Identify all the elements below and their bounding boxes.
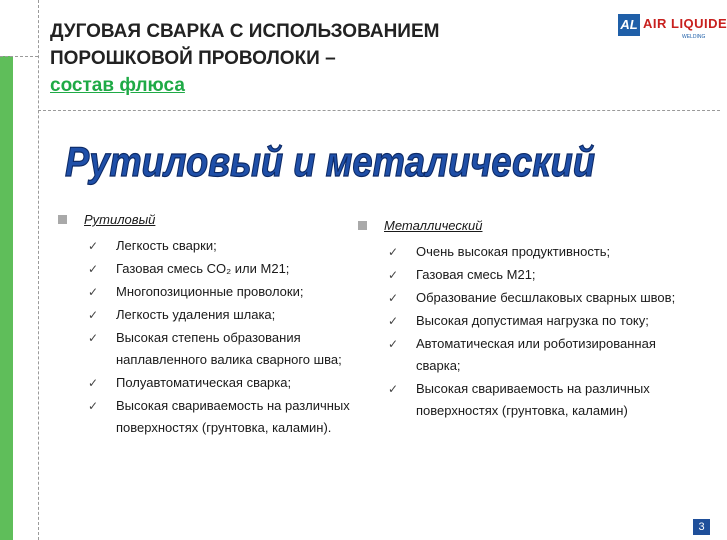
checkmark-icon: ✓ xyxy=(88,399,99,413)
checkmark-icon: ✓ xyxy=(88,376,99,390)
checkmark-icon: ✓ xyxy=(388,337,399,351)
checkmark-icon: ✓ xyxy=(88,262,99,276)
logo-tag: WELDING xyxy=(682,34,706,40)
checkmark-icon: ✓ xyxy=(88,239,99,253)
list-item: ✓ Полуавтоматическая сварка; xyxy=(58,372,358,394)
rutile-heading-text: Рутиловый xyxy=(84,212,156,227)
checkmark-icon: ✓ xyxy=(88,331,99,345)
list-item: ✓ Высокая допустимая нагрузка по току; xyxy=(358,310,698,332)
checkmark-icon: ✓ xyxy=(388,314,399,328)
list-item: ✓ Многопозиционные проволоки; xyxy=(58,281,358,303)
checkmark-icon: ✓ xyxy=(388,268,399,282)
list-item: ✓ Высокая свариваемость на различных поверхностях (грунтовка, каламин). xyxy=(58,395,358,439)
list-item: ✓ Автоматическая или роботизированная сварка; xyxy=(358,333,698,377)
title-line-2: ПОРОШКОВОЙ ПРОВОЛОКИ – xyxy=(50,48,336,69)
list-item: ✓ Газовая смесь CO₂ или M21; xyxy=(58,258,358,280)
guide-line-top xyxy=(0,56,38,57)
rutile-column xyxy=(58,212,358,440)
checkmark-icon: ✓ xyxy=(88,308,99,322)
side-accent-bar xyxy=(0,56,13,540)
air-liquide-logo xyxy=(618,12,727,42)
checkmark-icon: ✓ xyxy=(388,291,399,305)
rutile-heading xyxy=(58,212,358,227)
checkmark-icon: ✓ xyxy=(388,382,399,396)
metal-column xyxy=(358,218,698,423)
metal-heading-text: Металлический xyxy=(384,218,483,233)
wordart-banner xyxy=(60,128,600,190)
page-number: 3 xyxy=(693,519,710,535)
title-line-1: ДУГОВАЯ СВАРКА С ИСПОЛЬЗОВАНИЕМ xyxy=(50,21,440,42)
guide-line-horizontal xyxy=(38,110,720,111)
guide-line-vertical xyxy=(38,0,39,540)
gray-square-icon xyxy=(58,215,67,224)
logo-mark-icon: AL xyxy=(618,14,640,36)
list-item: ✓ Высокая степень образования наплавленного валика сварного шва; xyxy=(58,327,358,371)
slide-title xyxy=(50,18,570,99)
metal-heading xyxy=(358,218,698,233)
list-item: ✓ Легкость удаления шлака; xyxy=(58,304,358,326)
gray-square-icon xyxy=(358,221,367,230)
logo-name: AIR LIQUIDE xyxy=(643,16,727,31)
checkmark-icon: ✓ xyxy=(388,245,399,259)
title-subtitle: состав флюса xyxy=(50,75,185,96)
banner-text: Рутиловый и металический xyxy=(65,138,595,185)
list-item: ✓ Легкость сварки; xyxy=(58,235,358,257)
list-item: ✓ Образование бесшлаковых сварных швов; xyxy=(358,287,698,309)
checkmark-icon: ✓ xyxy=(88,285,99,299)
list-item: ✓ Газовая смесь M21; xyxy=(358,264,698,286)
list-item: ✓ Высокая свариваемость на различных поверхностях (грунтовка, каламин) xyxy=(358,378,698,422)
list-item: ✓ Очень высокая продуктивность; xyxy=(358,241,698,263)
